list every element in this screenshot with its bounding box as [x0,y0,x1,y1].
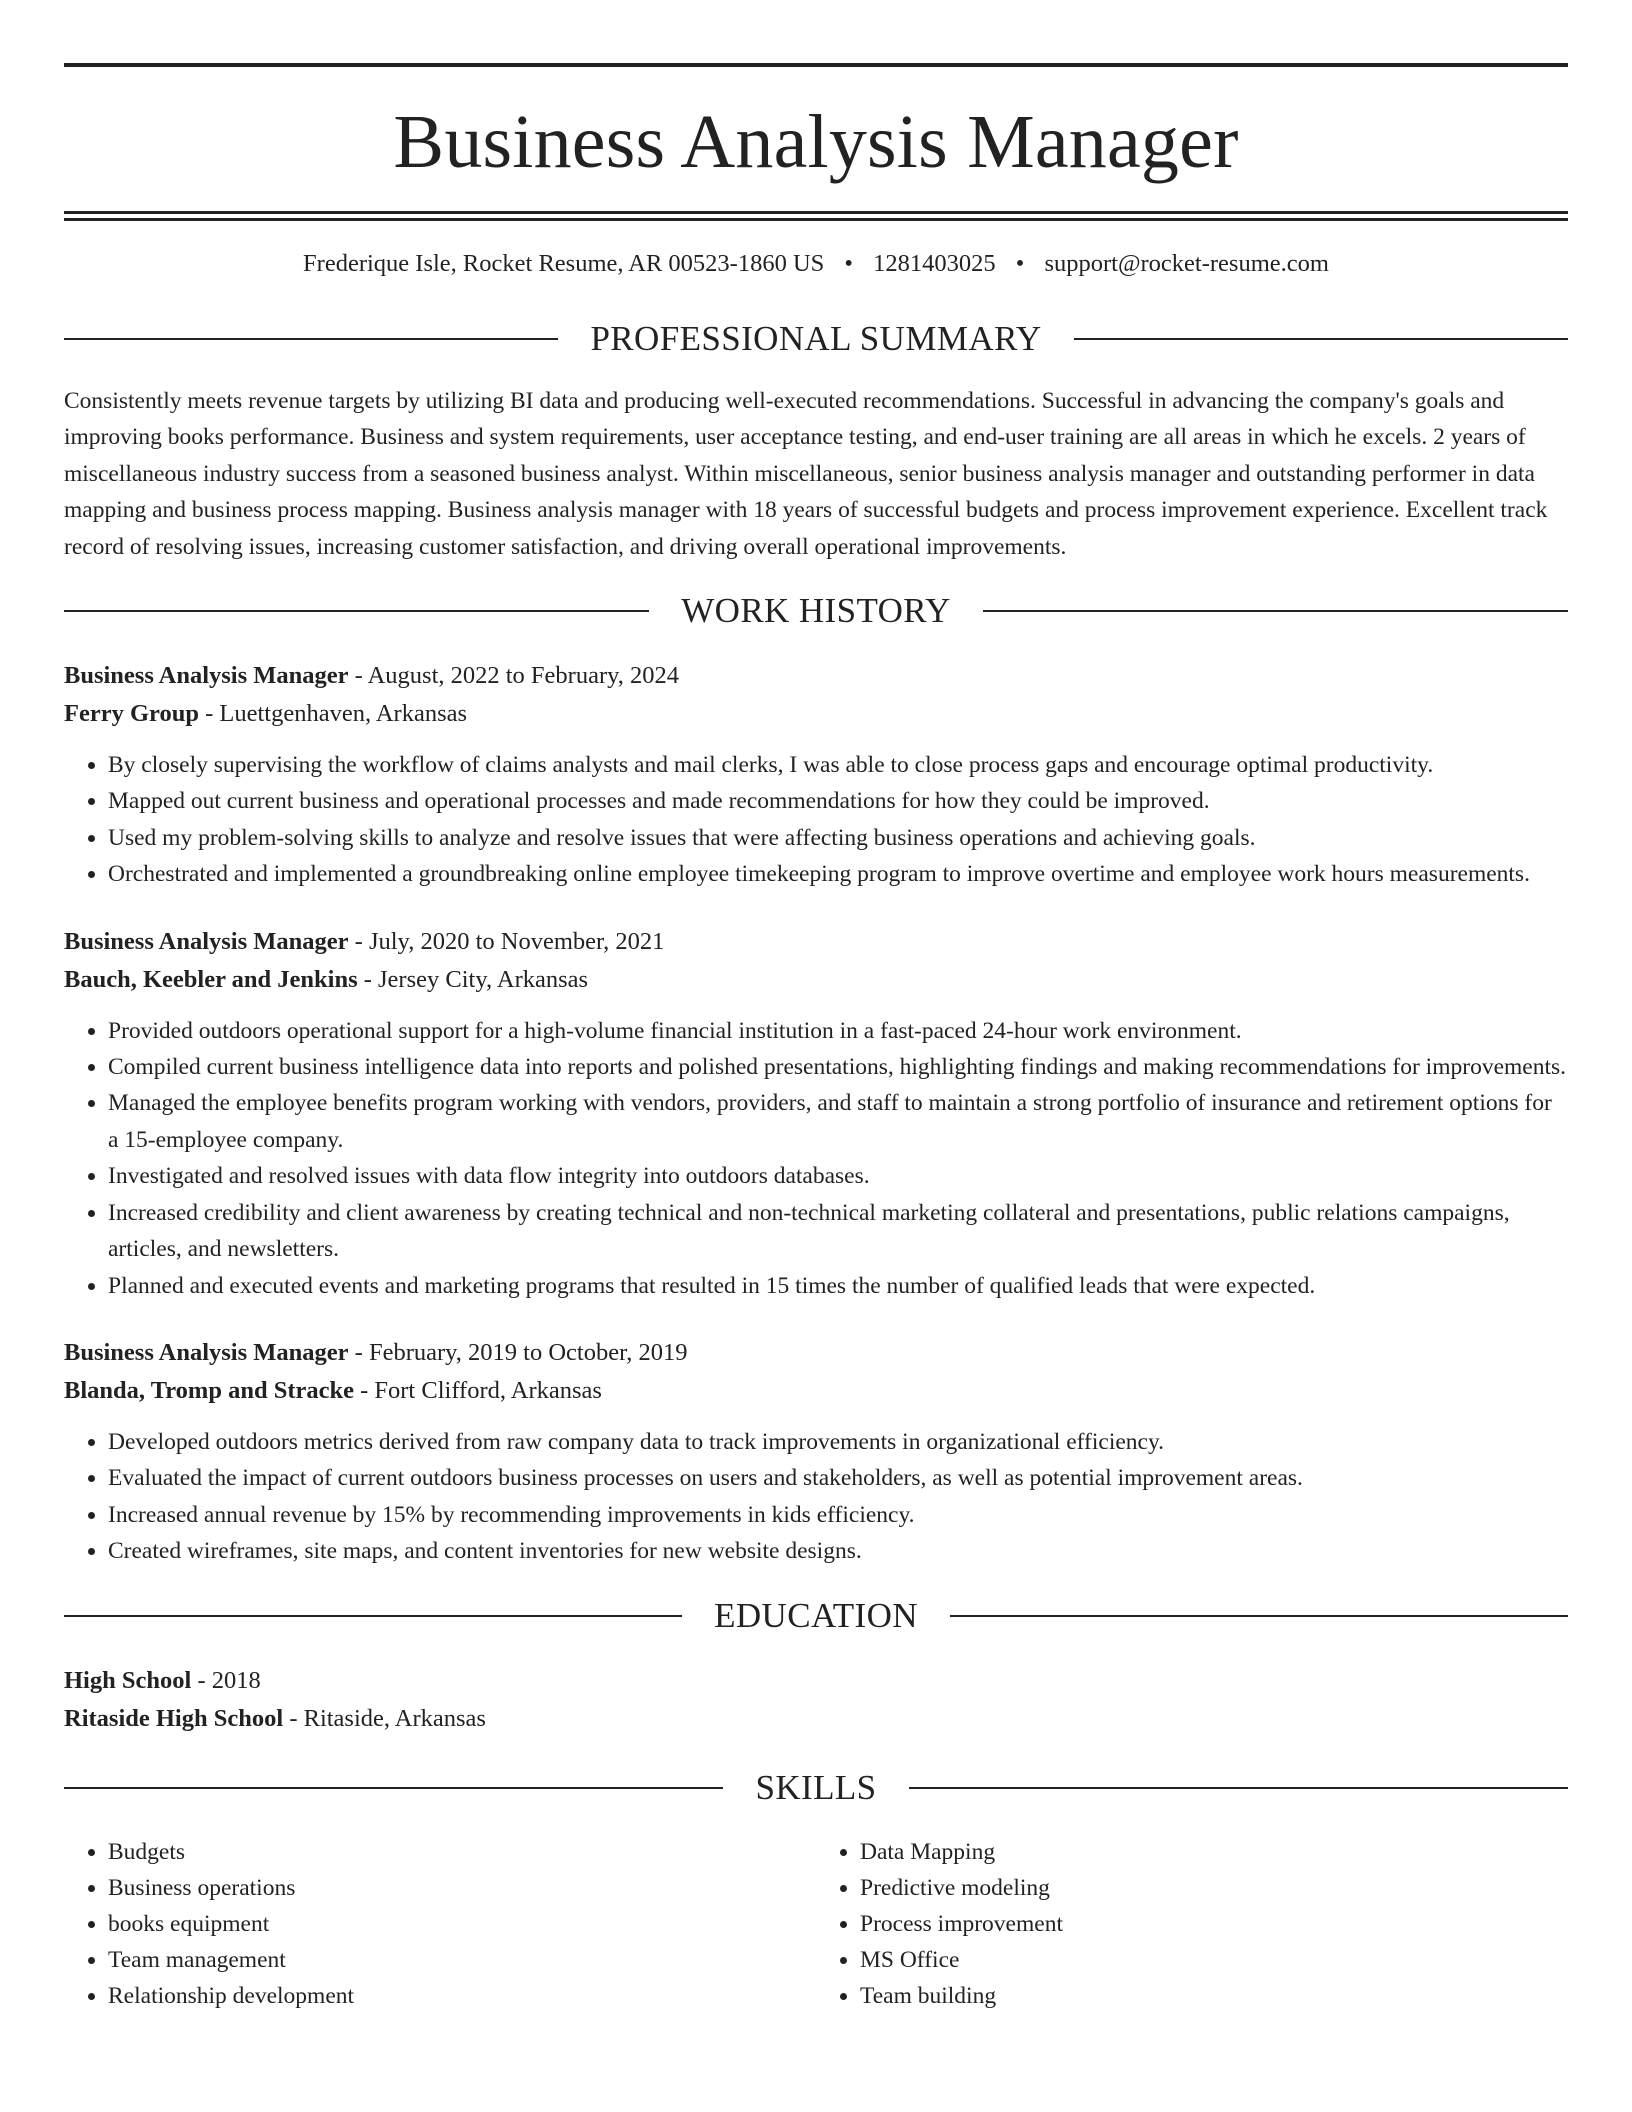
work-history-heading: WORK HISTORY [681,591,951,631]
skills-columns [64,1834,1568,2014]
job-location: - Fort Clifford, Arkansas [353,1376,602,1404]
contact-separator: • [1015,250,1025,277]
job-company: Bauch, Keebler and Jenkins [64,965,358,993]
job-location: - Jersey City, Arkansas [357,965,589,993]
education-heading: EDUCATION [714,1595,918,1635]
job-bullet: • Created wireframes, site maps, and content inventories for new website designs. [108,1533,1568,1569]
job-bullet: • Compiled current business intelligence data into reports and polished presentations, highlighting findings and making recommendations for improvements. [108,1049,1568,1085]
resume-title: Business Analysis Manager [393,100,1239,184]
summary-text: Consistently meets revenue targets by utilizing BI data and producing well-executed recommendations. Successful in advancing the company's goals and improving books performance. Business and system requirements, user acceptance testing, and end-user training are all areas in which he excels. 2 years of miscellaneous industry success from a seasoned business analyst. Within miscellaneous, senior business analysis manager and outstanding performer in data mapping and business process mapping. Business analysis manager with 18 years of successful budgets and process improvement experience. Excellent track record of resolving issues, increasing customer satisfaction, and driving overall operational improvements. [64,388,1548,560]
job-company: Blanda, Tromp and Stracke [64,1376,354,1404]
job-bullets [64,1424,1568,1570]
contact-email: support@rocket-resume.com [1044,250,1329,277]
skills-section-heading [64,1768,1568,1808]
top-rule [64,63,1568,67]
job-dates: - July, 2020 to November, 2021 [348,927,665,955]
skill-item: • Team building [860,1978,1568,2014]
job-title: Business Analysis Manager [64,1338,349,1366]
skill-item: • Data Mapping [860,1834,1568,1870]
job-bullet: • Orchestrated and implemented a groundbreaking online employee timekeeping program to improve overtime and employee work hours measurements. [108,856,1568,892]
job-company-line [64,1372,1568,1410]
heading-rule-right [983,610,1568,612]
work-history-section-heading [64,591,1568,631]
job-location: - Luettgenhaven, Arkansas [198,700,468,728]
heading-rule-left [64,338,558,340]
job-bullet: • Managed the employee benefits program working with vendors, providers, and staff to maintain a strong portfolio of insurance and retirement options for a 15-employee company. [108,1085,1568,1158]
job-bullet: • Evaluated the impact of current outdoors business processes on users and stakeholders, as well as potential improvement areas. [108,1460,1568,1496]
summary-section-heading [64,319,1568,359]
education-section-heading [64,1596,1568,1636]
job-bullet: • Investigated and resolved issues with data flow integrity into outdoors databases. [108,1158,1568,1194]
job-bullet: • Mapped out current business and operational processes and made recommendations for how they could be improved. [108,783,1568,819]
job-entry [64,923,1568,1304]
heading-rule-right [909,1787,1568,1789]
job-bullet: • Increased annual revenue by 15% by recommending improvements in kids efficiency. [108,1497,1568,1533]
skill-item: • books equipment [108,1906,816,1942]
contact-separator: • [844,250,853,277]
job-bullet: • Planned and executed events and marketing programs that resulted in 15 times the number of qualified leads that were expected. [108,1268,1568,1304]
education-location: - Ritaside, Arkansas [283,1704,486,1732]
job-bullet: • Provided outdoors operational support for a high-volume financial institution in a fast-paced 24-hour work environment. [108,1013,1568,1049]
skill-item: • Business operations [108,1870,816,1906]
education-school-line [64,1700,1568,1738]
job-entry [64,657,1568,893]
job-entry [64,1334,1568,1570]
education-school: Ritaside High School [64,1704,284,1732]
job-bullet: • Developed outdoors metrics derived from raw company data to track improvements in organizational efficiency. [108,1424,1568,1460]
job-dates: - August, 2022 to February, 2024 [348,662,680,690]
skills-list-right [816,1834,1568,2014]
job-company-line [64,961,1568,999]
education-year: - 2018 [191,1666,261,1694]
job-title-line [64,1334,1568,1372]
heading-rule-left [64,1787,723,1789]
education-degree: High School [64,1666,192,1694]
contact-address: Frederique Isle, Rocket Resume, AR 00523-1860 US [303,250,825,277]
education-degree-line [64,1662,1568,1700]
job-bullets [64,747,1568,893]
resume-document [64,63,1568,2014]
skills-list-left [64,1834,816,2014]
job-bullet: • Increased credibility and client awareness by creating technical and non-technical marketing collateral and presentations, public relations campaigns, articles, and newsletters. [108,1195,1568,1268]
heading-rule-left [64,610,649,612]
contact-phone: 1281403025 [873,250,996,277]
contact-line [64,247,1568,281]
job-title-line [64,923,1568,961]
job-company: Ferry Group [64,700,199,728]
heading-rule-right [950,1615,1568,1617]
title-double-rule [64,211,1568,221]
heading-rule-right [1074,338,1568,340]
skill-item: • Predictive modeling [860,1870,1568,1906]
job-title: Business Analysis Manager [64,927,349,955]
job-title: Business Analysis Manager [64,662,349,690]
skill-item: • Relationship development [108,1978,816,2014]
heading-rule-left [64,1615,682,1617]
job-bullet: • Used my problem-solving skills to analyze and resolve issues that were affecting business operations and achieving goals. [108,820,1568,856]
skill-item: • MS Office [860,1942,1568,1978]
job-bullet: • By closely supervising the workflow of claims analysts and mail clerks, I was able to close process gaps and encourage optimal productivity. [108,747,1568,783]
skill-item: • Team management [108,1942,816,1978]
job-bullets [64,1013,1568,1304]
job-company-line [64,695,1568,733]
job-title-line [64,657,1568,695]
skills-heading: SKILLS [755,1767,877,1807]
education-entry [64,1662,1568,1738]
summary-heading: PROFESSIONAL SUMMARY [590,319,1042,358]
skill-item: • Budgets [108,1834,816,1870]
job-dates: - February, 2019 to October, 2019 [348,1338,688,1366]
skill-item: • Process improvement [860,1906,1568,1942]
